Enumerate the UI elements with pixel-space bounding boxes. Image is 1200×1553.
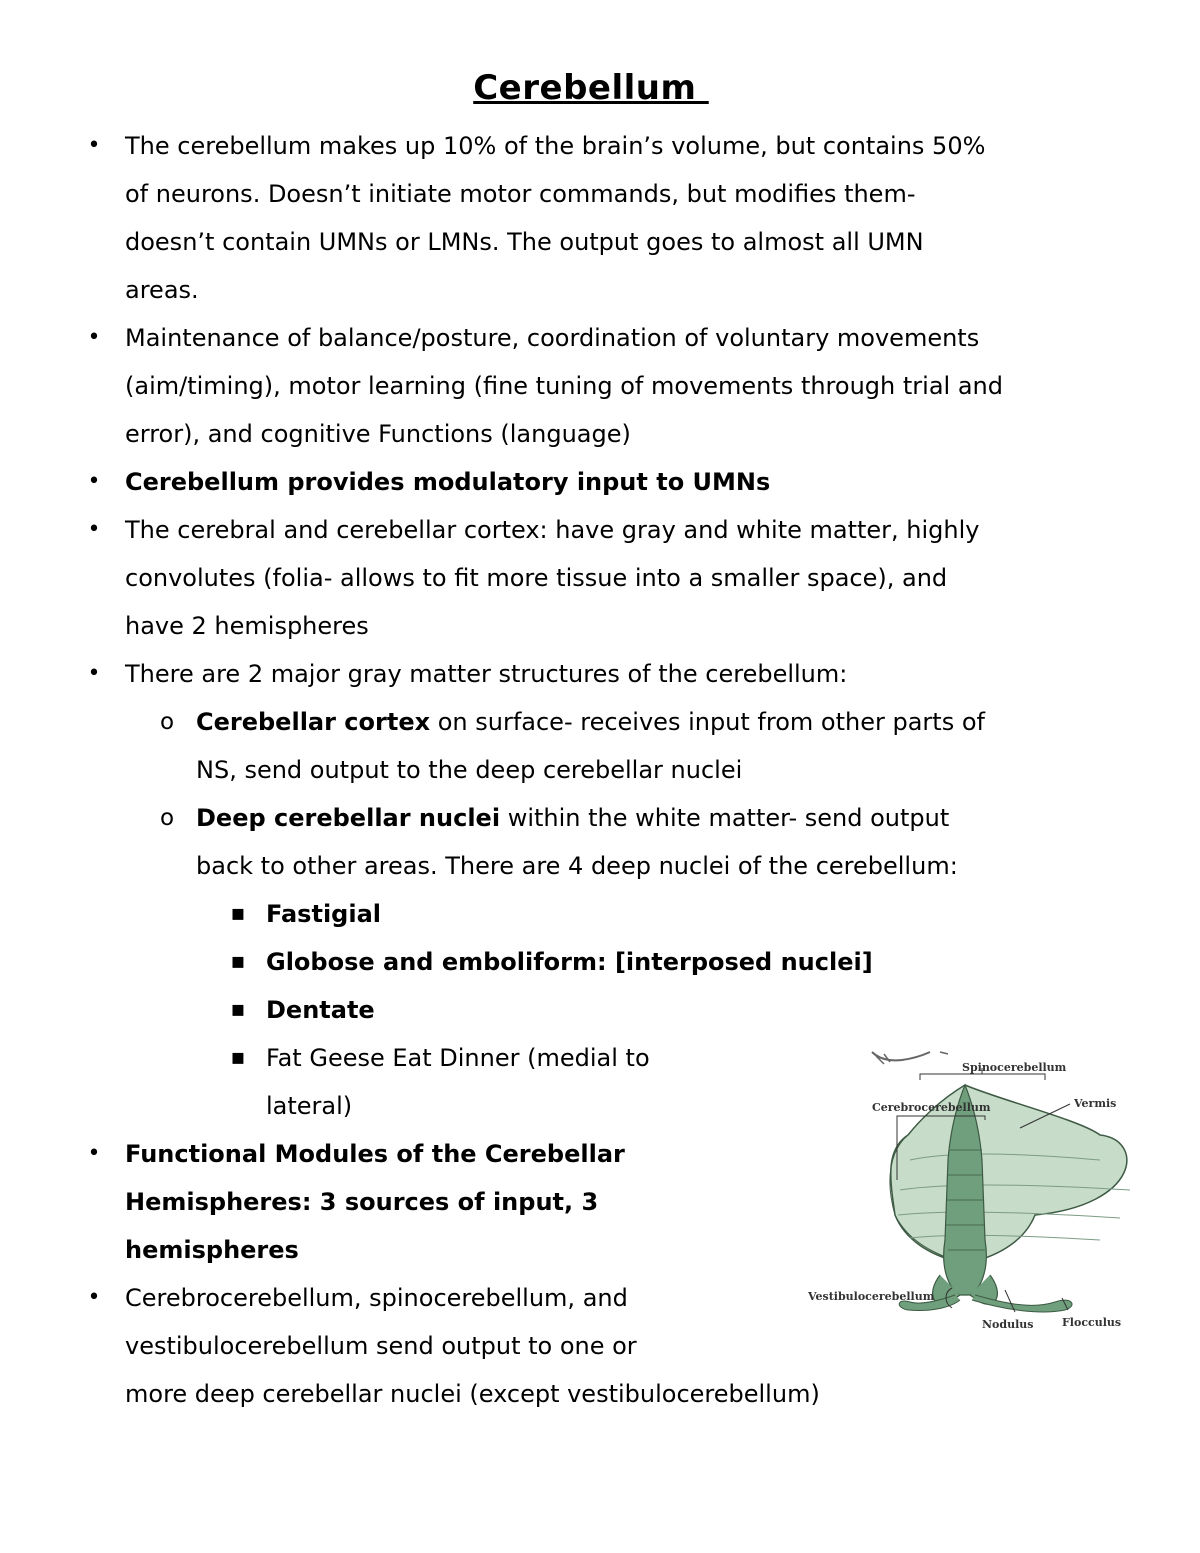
- sub-list-item: o Deep cerebellar nuclei within the white matter- send output: [0, 794, 1200, 842]
- list-item: • Cerebrocerebellum, spinocerebellum, and: [0, 1274, 1200, 1322]
- sub-list-item: o Cerebellar cortex on surface- receives input from other parts of: [0, 698, 1200, 746]
- bullet-icon: •: [87, 133, 101, 158]
- bullet-icon: •: [87, 325, 101, 350]
- bullet-icon: •: [87, 1141, 101, 1166]
- page-title: Cerebellum: [473, 68, 709, 108]
- list-item: • Cerebellum provides modulatory input to UMNs: [0, 458, 1200, 506]
- bullet-icon: •: [87, 517, 101, 542]
- list-item: • The cerebral and cerebellar cortex: have gray and white matter, highly: [0, 506, 1200, 554]
- nucleus-item: ▪ Globose and emboliform: [interposed nuclei]: [0, 938, 1200, 986]
- label-spinocerebellum: Spinocerebellum: [962, 1061, 1067, 1074]
- circle-bullet-icon: o: [159, 805, 175, 831]
- list-item: • The cerebellum makes up 10% of the brain’s volume, but contains 50%: [0, 122, 1200, 170]
- square-bullet-icon: ▪: [230, 997, 246, 1022]
- list-item: • Maintenance of balance/posture, coordination of voluntary movements: [0, 314, 1200, 362]
- label-cerebrocerebellum: Cerebrocerebellum: [872, 1101, 991, 1114]
- label-nodulus: Nodulus: [982, 1318, 1034, 1331]
- nucleus-item: ▪ Fastigial: [0, 890, 1200, 938]
- circle-bullet-icon: o: [159, 709, 175, 735]
- fragment-shape: [872, 1052, 930, 1060]
- list-item: • There are 2 major gray matter structures of the cerebellum:: [0, 650, 1200, 698]
- square-bullet-icon: ▪: [230, 1045, 246, 1070]
- square-bullet-icon: ▪: [230, 901, 246, 926]
- bullet-icon: •: [87, 469, 101, 494]
- mnemonic-item: ▪ Fat Geese Eat Dinner (medial to: [0, 1034, 1200, 1082]
- square-bullet-icon: ▪: [230, 949, 246, 974]
- nucleus-item: ▪ Dentate: [0, 986, 1200, 1034]
- cerebellum-diagram: [800, 1040, 1145, 1340]
- label-vestibulocerebellum: Vestibulocerebellum: [808, 1290, 935, 1303]
- bullet-icon: •: [87, 1285, 101, 1310]
- bullet-icon: •: [87, 661, 101, 686]
- notes-body: • The cerebellum makes up 10% of the brain’s volume, but contains 50% of neurons. Doesn’t initiate motor commands, but modifies them- doesn’t contain UMNs or LMNs. The output goes to almost all UMN areas. • Maintenance of balance/posture, coordination of voluntary movements (aim/timing), motor learning (fine tuning of movements through trial and error), and cognitive Functions (language) • Cerebellum provides modulatory input to UMNs • The cerebral and cerebellar cortex: have gray and white matter, highly convolutes (folia- allows to fit more tissue into a smaller space), and have 2 hemispheres • There are 2 major gray matter structures of the cerebellum: o Cerebellar cortex on surface- receives input from other parts of NS, send output to the deep cerebellar nuclei o Deep cerebellar nuclei within the white matter- send output back to other areas. There are 4 deep nuclei of the cerebellum: ▪ Fastigial ▪ Globose and emboliform: [interposed nuclei] ▪ Dentate ▪ Fat Geese Eat Dinner (medial to lateral) • Functional Modules of the Cerebellar Hemispheres: 3 sources of input, 3 hemispheres • Cerebrocerebellum, spinocerebellum, and vestibulocerebellum send output to one or more deep cerebellar nuclei (except vestibulocerebellum): [0, 122, 1200, 1418]
- label-flocculus: Flocculus: [1062, 1316, 1122, 1329]
- label-vermis: Vermis: [1074, 1097, 1117, 1110]
- list-item: • Functional Modules of the Cerebellar: [0, 1130, 1200, 1178]
